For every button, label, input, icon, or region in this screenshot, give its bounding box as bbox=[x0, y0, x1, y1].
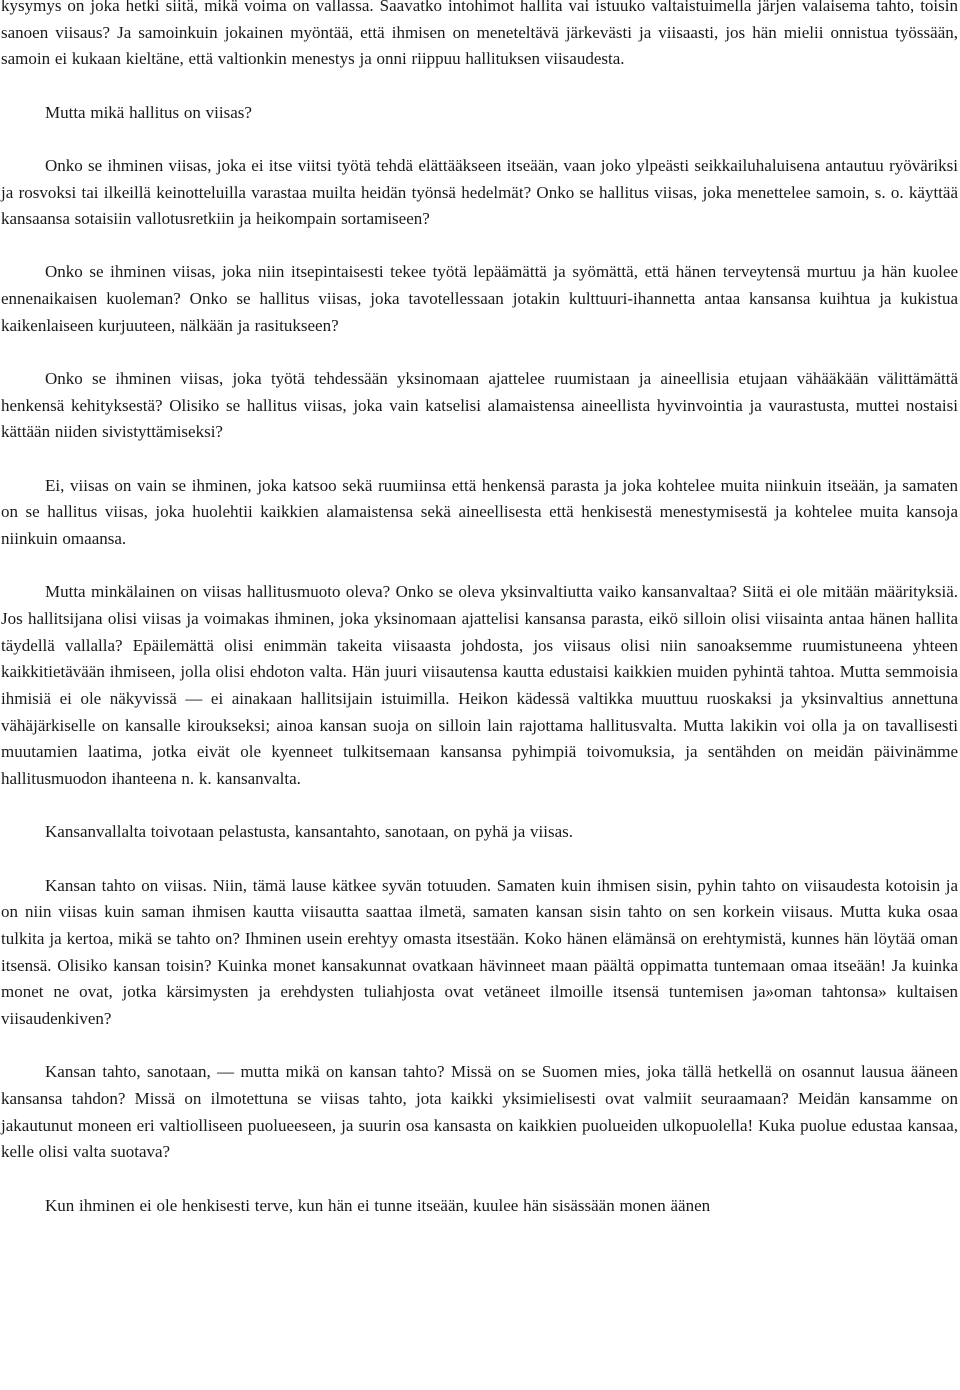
paragraph: Mutta minkälainen on viisas hallitusmuoto oleva? Onko se oleva yksinvaltiutta vaiko kansanvaltaa? Siitä ei ole mitään määrityksiä. Jos hallitsijana olisi viisas ja voimakas ihminen, joka yksinomaan ajattelisi kansansa parasta, eikö silloin olisi viisainta antaa hänen hallita täydellä vallalla? Epäilemättä olisi enimmän takeita viisaasta johdosta, jos viisaus olisi niin sanoaksemme ruumistuneena yhteen kaikkitietävään ihmiseen, jolla olisi ehdoton valta. Hän juuri viisautensa kautta edustaisi kaikkien muiden pyhintä tahtoa. Mutta semmoisia ihmisiä ei ole näkyvissä — ei ainakaan hallitsijain istuimilla. Heikon kädessä valtikka muuttuu ruoskaksi ja yksinvaltius annettuna vähäjärkiselle on kansalle kiroukseksi; ainoa kansan suoja on silloin lain rajottama hallitusvalta. Mutta lakikin voi olla ja on tavallisesti muutamien laatima, jotka eivät ole kyenneet tulkitsemaan kansansa pyhimpiä toivomuksia, ja sentähden on meidän päivinämme hallitusmuodon ihanteena n. k. kansanvalta. bbox=[1, 582, 958, 789]
paragraph: Onko se ihminen viisas, joka niin itsepintaisesti tekee työtä lepäämättä ja syömättä, että hänen terveytensä murtuu ja hän kuolee ennenaikaisen kuoleman? Onko se hallitus viisas, joka tavotellessaan jotakin kulttuuri-ihannetta antaa kansansa kuihtua ja kukistua kaikenlaiseen kurjuuteen, nälkään ja rasitukseen? bbox=[1, 262, 958, 335]
paragraph: Kansan tahto, sanotaan, — mutta mikä on kansan tahto? Missä on se Suomen mies, joka tällä hetkellä on osannut lausua ääneen kansansa tahdon? Missä on ilmotettuna se viisas tahto, jota kaikki yksimielisesti ovat valmiit seuraamaan? Meidän kansamme on jakautunut moneen eri valtiolliseen puolueeseen, ja suurin osa kansasta on kaikkien puolueiden ulkopuolella! Kuka puolue edustaa kansaa, kelle olisi valta suotava? bbox=[1, 1062, 958, 1162]
paragraph: Ei, viisas on vain se ihminen, joka katsoo sekä ruumiinsa että henkensä parasta ja joka kohtelee muita niinkuin itseään, ja samaten on se hallitus viisas, joka huolehtii kaikkien alamaistensa sekä aineellisesta että henkisestä menestymisestä ja kohtelee muita kansoja niinkuin omaansa. bbox=[1, 475, 958, 549]
paragraph: Kansanvallalta toivotaan pelastusta, kansantahto, sanotaan, on pyhä ja viisas. bbox=[45, 822, 574, 842]
paragraph: Kansan tahto on viisas. Niin, tämä lause kätkee syvän totuuden. Samaten kuin ihmisen sisin, pyhin tahto on viisaudesta kotoisin ja on niin viisas kuin saman ihmisen kautta viisautta saattaa ilmetä, samaten kansan sisin tahto on sen korkein viisaus. Mutta kuka osaa tulkita ja kertoa, mikä se tahto on? Ihminen usein erehtyy omasta itsestään. Koko hänen elämänsä on erehtymistä, kunnes hän löytää oman itsensä. Olisiko kansan toisin? Kuinka monet kansakunnat ovatkaan hävinneet maan päältä oppimatta tuntemaan omaa itseään! Ja kuinka monet ne ovat, jotka kärsimysten ja erehdysten tuliahjosta ovat vetäneet ilmoille itsensä tuntemisen ja»oman tahtonsa» kultaisen viisaudenkiven? bbox=[1, 875, 958, 1029]
paragraph: Kun ihminen ei ole henkisesti terve, kun hän ei tunne itseään, kuulee hän sisässään monen äänen bbox=[45, 1195, 711, 1215]
paragraph: kysymys on joka hetki siitä, mikä voima on vallassa. Saavatko intohimot hallita vai istuuko valtaistuimella järjen valaisema tahto, toisin sanoen viisaus? Ja samoinkuin jokainen myöntää, että ihmisen on meneteltävä järkevästi ja viisaasti, jos hän mielii onnistua työssään, samoin ei kukaan kieltäne, että valtionkin menestys ja onni riippuu hallituksen viisaudesta. bbox=[1, 0, 958, 69]
paragraph: Onko se ihminen viisas, joka ei itse viitsi työtä tehdä elättääkseen itseään, vaan joko ylpeästi seikkailuhaluisena antautuu ryöväriksi ja rosvoksi tai ilkeillä keinotteluilla varastaa muilta heidän työnsä hedelmät? Onko se hallitus viisas, joka menettelee samoin, s. o. käyttää kansaansa sotaisiin vallotusretkiin ja heikompain sortamiseen? bbox=[1, 155, 958, 229]
document-page bbox=[1, 0, 958, 1246]
paragraph: Mutta mikä hallitus on viisas? bbox=[45, 102, 252, 122]
paragraph: Onko se ihminen viisas, joka työtä tehdessään yksinomaan ajattelee ruumistaan ja aineellisia etujaan vähääkään välittämättä henkensä kehityksestä? Olisiko se hallitus viisas, joka vain katselisi alamaistensa aineellista hyvinvointia ja vaurastusta, muttei nostaisi kättään niiden sivistyttämiseksi? bbox=[1, 369, 958, 442]
